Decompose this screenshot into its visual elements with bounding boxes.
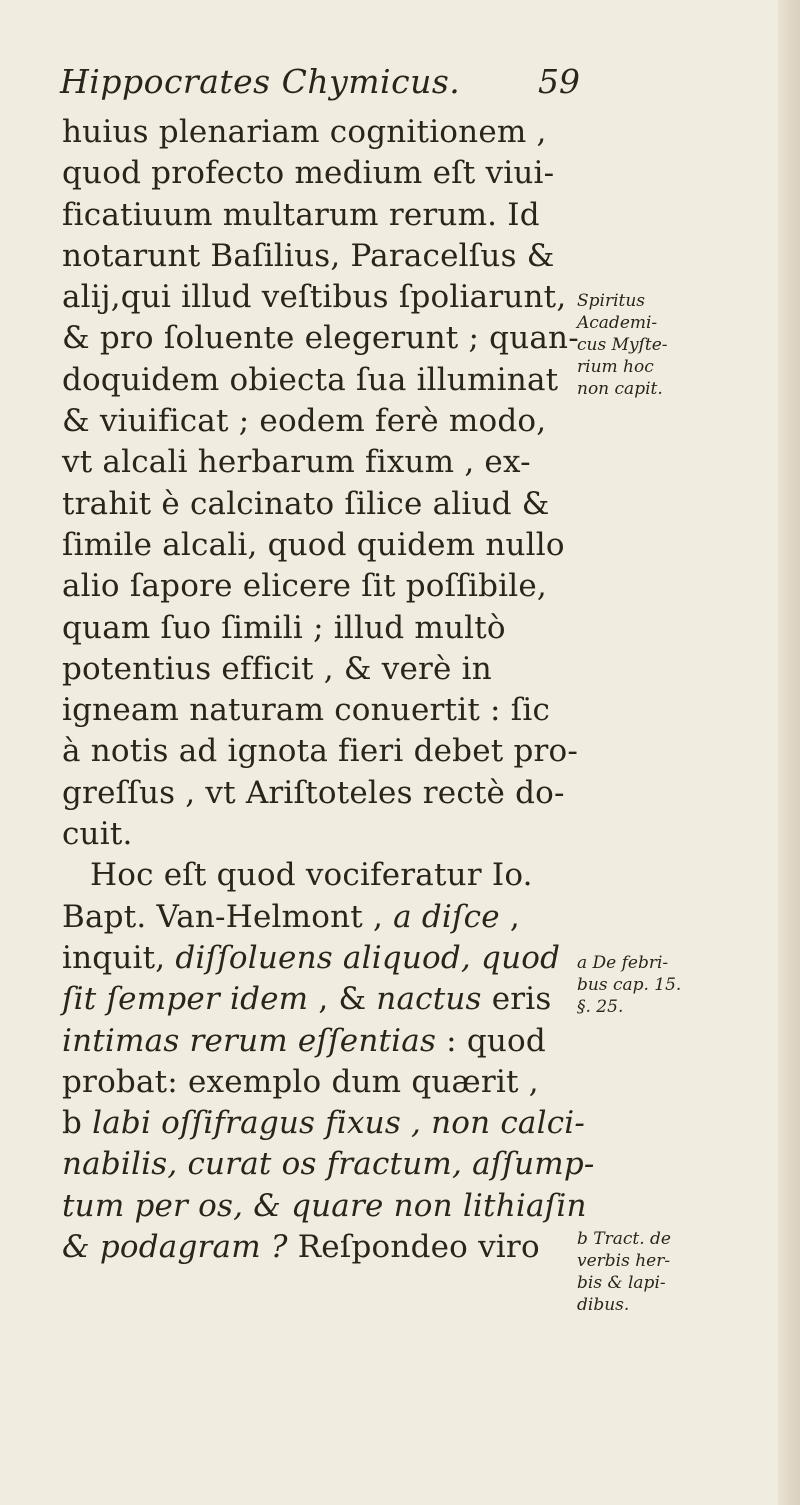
italic-quote: a diſce bbox=[393, 898, 500, 935]
text-line: ſimile alcali, quod quidem nullo bbox=[62, 526, 565, 563]
text-line: huius plenariam cognitionem , bbox=[62, 114, 547, 150]
italic-quote: nactus bbox=[376, 981, 482, 1018]
text-line: doquidem obiecta ſua illuminat bbox=[62, 361, 559, 398]
text-line: quam ſuo ſimili ; illud multò bbox=[62, 609, 506, 646]
text-line: greſſus , vt Ariſtoteles rectè do- bbox=[62, 774, 565, 811]
text-line: ficatiuum multarum rerum. Id bbox=[62, 196, 540, 233]
text-line: cuit. bbox=[62, 816, 133, 853]
text-line: intimas rerum eſſentias : quod bbox=[62, 1022, 546, 1059]
margin-note-tract-de-verbis: b Tract. de verbis her- bis & lapi- dibus. bbox=[577, 1229, 671, 1315]
italic-quote: & podagram ? bbox=[62, 1229, 288, 1266]
text-line: quod profecto medium eſt viui- bbox=[62, 155, 555, 192]
italic-quote: ſit ſemper idem bbox=[62, 981, 309, 1018]
text-line: ſit ſemper idem , & nactus eris bbox=[62, 981, 552, 1018]
text-line: & podagram ? Reſpondeo viro bbox=[62, 1229, 540, 1266]
text-line: notarunt Baſilius, Paracelſus & bbox=[62, 237, 555, 274]
text-line: inquit, diſſoluens aliquod, quod bbox=[62, 939, 561, 976]
page-number: 59 bbox=[538, 62, 580, 101]
body-text bbox=[62, 112, 595, 1268]
running-title: Hippocrates Chymicus. bbox=[60, 62, 461, 101]
text-line: probat: exemplo dum quærit , bbox=[62, 1063, 539, 1100]
text-line: potentius efficit , & verè in bbox=[62, 650, 492, 687]
italic-quote: labi oſſifragus fixus , non calci- bbox=[92, 1105, 586, 1142]
margin-note-spiritus: Spiritus Academi- cus Myſte- rium hoc non capit. bbox=[577, 291, 668, 399]
text-line: nabilis, curat os fractum, aſſump- bbox=[62, 1146, 595, 1183]
text-line: & pro ſoluente elegerunt ; quan- bbox=[62, 320, 579, 357]
text-line: tum per os, & quare non lithiaſin bbox=[62, 1187, 587, 1224]
text-line: alio ſapore elicere ſit poſſibile, bbox=[62, 568, 547, 605]
text-line: b labi oſſifragus fixus , non calci- bbox=[62, 1105, 586, 1142]
text-line: vt alcali herbarum fixum , ex- bbox=[62, 444, 531, 481]
text-line: & viuificat ; eodem ferè modo, bbox=[62, 403, 547, 440]
italic-quote: intimas rerum eſſentias bbox=[62, 1022, 437, 1059]
page-edge bbox=[778, 0, 800, 1505]
text-line: Bapt. Van-Helmont , a diſce , bbox=[62, 898, 520, 935]
text-line: igneam naturam conuertit : ſic bbox=[62, 692, 551, 729]
running-header bbox=[60, 62, 580, 112]
paragraph-start-line: Hoc eſt quod vociferatur Io. bbox=[90, 857, 533, 894]
text-line: à notis ad ignota fieri debet pro- bbox=[62, 733, 579, 770]
text-line: alij,qui illud veſtibus ſpoliarunt, bbox=[62, 279, 567, 316]
text-line: trahit è calcinato ſilice aliud & bbox=[62, 485, 550, 522]
italic-quote: diſſoluens aliquod, quod bbox=[175, 939, 561, 976]
margin-note-de-febribus: a De febri- bus cap. 15. §. 25. bbox=[577, 953, 682, 1017]
